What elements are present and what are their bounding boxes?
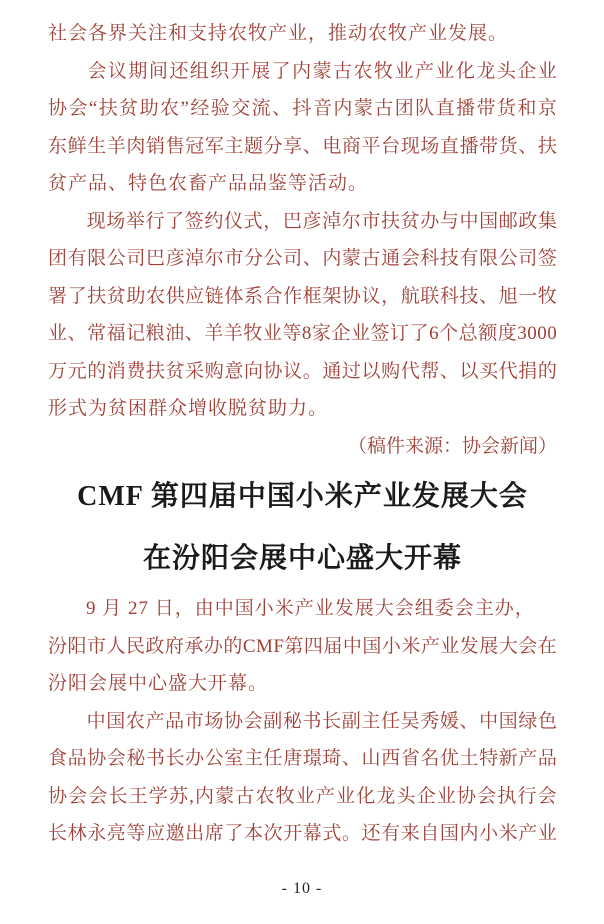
text-line: 东 鲜 生 羊 肉 销 售 冠 军 主 题 分 享 、 电 商 平 台 现 场 直 播 带 货 、 扶 [48, 135, 557, 157]
text-line: 业 、 常 福 记 粮 油 、 羊 羊 牧 业 等 8 家 企 业 签 订 了 6 个 总 额 度 3 0 0 0 [48, 323, 557, 344]
previous-article-body [48, 15, 557, 428]
text-line: 汾阳会展中心盛大开幕。 [48, 673, 269, 694]
text-line: 食 品 协 会 秘 书 长 办 公 室 主 任 唐 璟 琦 、 山 西 省 名 优 土 特 新 产 品 [48, 748, 557, 769]
text-line: 团 有 限 公 司 巴 彦 淖 尔 市 分 公 司 、 内 蒙 古 通 会 科 技 有 限 公 司 签 [48, 248, 557, 269]
new-article-body [48, 590, 557, 853]
text-line: 社会各界关注和支持农牧产业，推动农牧产业发展。 [48, 23, 509, 44]
text-line: 汾 阳 市 人 民 政 府 承 办 的 C M F 第 四 届 中 国 小 米 产 业 发 展 大 会 在 [48, 635, 557, 657]
text-line: 现 场 举 行 了 签 约 仪 式 ， 巴 彦 淖 尔 市 扶 贫 办 与 中 国 邮 政 集 [86, 210, 557, 232]
text-line: 中 国 农 产 品 市 场 协 会 副 秘 书 长 副 主 任 吴 秀 媛 、 中 国 绿 色 [86, 710, 557, 732]
text-line: 形式为贫困群众增收脱贫助力。 [48, 398, 329, 419]
text-line: 协 会 会 长 王 学 苏 , 内 蒙 古 农 牧 业 产 业 化 龙 头 企 业 协 会 执 行 会 [48, 785, 557, 807]
text-line: 万 元 的 消 费 扶 贫 采 购 意 向 协 议 。 通 过 以 购 代 帮 、 以 买 代 捐 的 [48, 360, 557, 382]
article-title-line1: CMF 第四届中国小米产业发展大会 [77, 481, 528, 512]
text-line: 长 林 永 亮 等 应 邀 出 席 了 本 次 开 幕 式 。 还 有 来 自 国 内 小 米 产 业 [48, 823, 557, 844]
article-title-line2: 在汾阳会展中心盛大开幕 [142, 543, 462, 574]
page-number: - 10 - [281, 880, 323, 897]
text-line: 协 会 “ 扶 贫 助 农 ” 经 验 交 流 、 抖 音 内 蒙 古 团 队 直 播 带 货 和 京 [48, 98, 557, 119]
attribution-line: （稿件来源：协会新闻） [347, 435, 557, 457]
article-title [48, 466, 557, 590]
text-line: 贫产品、特色农畜产品品鉴等活动。 [48, 173, 369, 194]
text-line: 会 议 期 间 还 组 织 开 展 了 内 蒙 古 农 牧 业 产 业 化 龙 头 企 业 [87, 60, 557, 82]
text-line: 署 了 扶 贫 助 农 供 应 链 体 系 合 作 框 架 协 议 ， 航 联 科 技 、 旭 一 牧 [48, 285, 557, 307]
page-content [48, 15, 557, 853]
text-line: 9 月 27 日，由中国小米产业发展大会组委会主办， [86, 598, 535, 619]
